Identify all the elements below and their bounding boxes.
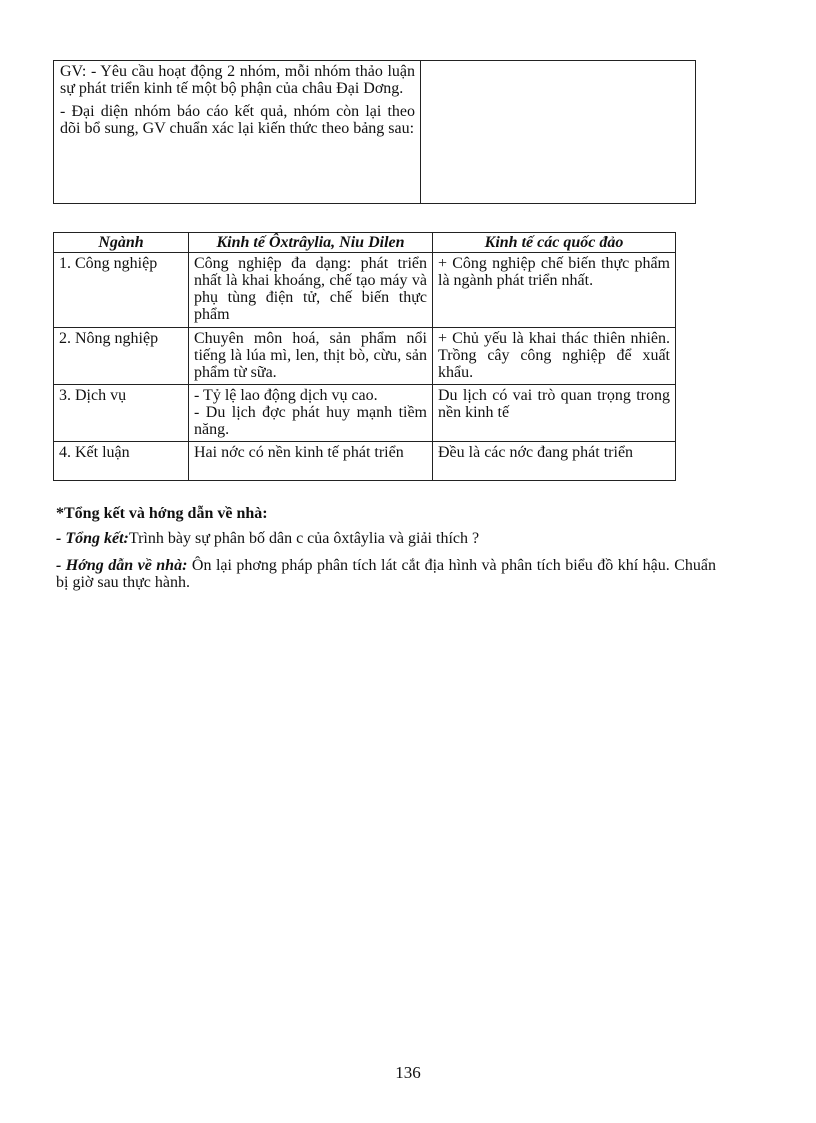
- summary-heading: *Tổng kết và hớng dẫn về nhà:: [56, 505, 268, 522]
- table-row: [54, 442, 676, 481]
- header-sector: Ngành: [54, 233, 189, 253]
- table-row: [54, 385, 676, 442]
- cell-aus-nz: [189, 385, 433, 442]
- review-label: - Tổng kết:: [56, 530, 129, 547]
- cell-islands: + Công nghiệp chế biến thực phẩm là ngành phát triển nhất.: [433, 253, 676, 328]
- cell-aus-nz: Công nghiệp đa dạng: phát triển nhất là khai khoáng, chế tạo máy và phụ tùng điện tử, chế biến thực phẩm: [189, 253, 433, 328]
- review-line: [56, 530, 716, 547]
- homework-label: - Hớng dẫn về nhà:: [56, 557, 188, 574]
- review-text: Trình bày sự phân bố dân c của ôxtâylia và giải thích ?: [128, 530, 480, 547]
- homework-text: Ôn lại phơng pháp phân tích lát cắt địa hình và phân tích biểu đồ khí hậu. Chuẩn bị giờ sau thực hành.: [56, 557, 717, 591]
- cell-aus-nz: Hai nớc có nền kinh tế phát triển: [189, 442, 433, 481]
- homework-line: [56, 557, 716, 591]
- cell-islands: + Chủ yếu là khai thác thiên nhiên. Trồng cây công nghiệp để xuất khẩu.: [433, 328, 676, 385]
- cell-islands: Du lịch có vai trò quan trọng trong nền kinh tế: [433, 385, 676, 442]
- table-header-row: [54, 233, 676, 253]
- cell-islands: Đều là các nớc đang phát triển: [433, 442, 676, 481]
- header-islands: Kinh tế các quốc đảo: [433, 233, 676, 253]
- cell-sector: 3. Dịch vụ: [54, 385, 189, 442]
- cell-aus-nz-line-2: - Du lịch đợc phát huy mạnh tiềm năng.: [194, 404, 427, 438]
- page-number: 136: [395, 1063, 421, 1082]
- cell-aus-nz: Chuyên môn hoá, sản phẩm nổi tiếng là lúa mì, len, thịt bò, cừu, sản phẩm từ sữa.: [189, 328, 433, 385]
- activity-box: [53, 60, 696, 204]
- activity-text-cell: [54, 61, 421, 203]
- cell-sector: 1. Công nghiệp: [54, 253, 189, 328]
- economy-table: [53, 232, 676, 481]
- cell-sector: 4. Kết luận: [54, 442, 189, 481]
- cell-aus-nz-line-1: - Tỷ lệ lao động dịch vụ cao.: [194, 387, 378, 404]
- table-row: [54, 328, 676, 385]
- header-aus-nz: Kinh tế Ôxtrâylia, Niu Dilen: [189, 233, 433, 253]
- table-row: [54, 253, 676, 328]
- activity-paragraph-1: GV: - Yêu cầu hoạt động 2 nhóm, mỗi nhóm thảo luận sự phát triển kinh tế một bộ phận của châu Đại Dơng.: [60, 63, 415, 97]
- activity-paragraph-2: - Đại diện nhóm báo cáo kết quả, nhóm còn lại theo dõi bổ sung, GV chuẩn xác lại kiến thức theo bảng sau:: [60, 103, 415, 137]
- cell-sector: 2. Nông nghiệp: [54, 328, 189, 385]
- activity-empty-cell: [421, 61, 695, 203]
